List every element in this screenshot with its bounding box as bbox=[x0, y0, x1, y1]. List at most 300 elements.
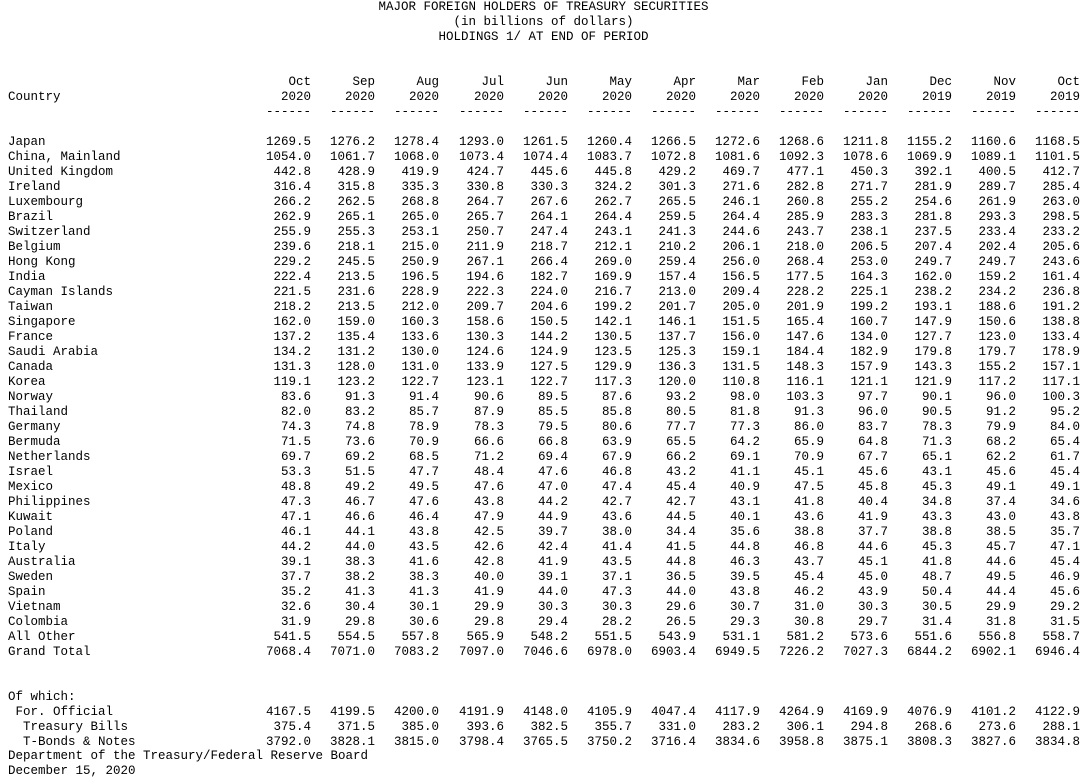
holding-value: 253.1 bbox=[401, 225, 439, 239]
holding-value: 3834.6 bbox=[714, 735, 760, 749]
holding-value: 241.3 bbox=[658, 225, 696, 239]
holding-value: 1061.7 bbox=[329, 150, 375, 164]
holding-value: 268.6 bbox=[914, 720, 952, 734]
holding-value: 29.9 bbox=[473, 600, 504, 614]
holding-value: 573.6 bbox=[850, 630, 888, 644]
holding-value: 193.1 bbox=[914, 300, 952, 314]
column-year: 2020 bbox=[793, 90, 824, 104]
holding-value: 201.9 bbox=[786, 300, 824, 314]
holding-value: 182.7 bbox=[530, 270, 568, 284]
holding-value: 265.5 bbox=[658, 195, 696, 209]
country-name: United Kingdom bbox=[8, 165, 114, 179]
holding-value: 4101.2 bbox=[970, 705, 1016, 719]
holding-value: 264.7 bbox=[466, 195, 504, 209]
row-spacer bbox=[0, 120, 1087, 135]
holding-value: 4122.9 bbox=[1034, 705, 1080, 719]
table-row bbox=[0, 585, 1087, 600]
holding-value: 87.6 bbox=[601, 390, 632, 404]
column-rule: ------ bbox=[522, 105, 568, 119]
table-row bbox=[0, 465, 1087, 480]
holding-value: 45.1 bbox=[857, 555, 888, 569]
holding-value: 211.9 bbox=[466, 240, 504, 254]
holding-value: 3815.0 bbox=[393, 735, 439, 749]
holding-value: 6946.4 bbox=[1034, 645, 1080, 659]
holding-value: 306.1 bbox=[786, 720, 824, 734]
holding-value: 135.4 bbox=[337, 330, 375, 344]
column-month: Mar bbox=[737, 75, 760, 89]
holding-value: 259.5 bbox=[658, 210, 696, 224]
holding-value: 4047.4 bbox=[650, 705, 696, 719]
holding-value: 330.8 bbox=[466, 180, 504, 194]
table-row bbox=[0, 285, 1087, 300]
holding-value: 262.5 bbox=[337, 195, 375, 209]
table-row bbox=[0, 600, 1087, 615]
holding-value: 47.9 bbox=[473, 510, 504, 524]
holding-value: 147.9 bbox=[914, 315, 952, 329]
footer-source: Department of the Treasury/Federal Reserve Board bbox=[8, 749, 369, 763]
holding-value: 91.4 bbox=[408, 390, 439, 404]
of-which-name: For. Official bbox=[8, 705, 114, 719]
holding-value: 45.7 bbox=[985, 540, 1016, 554]
report-title bbox=[0, 0, 1087, 45]
holding-value: 29.3 bbox=[729, 615, 760, 629]
holding-value: 1069.9 bbox=[906, 150, 952, 164]
holding-value: 1072.8 bbox=[650, 150, 696, 164]
header-rule-row bbox=[0, 105, 1087, 120]
holding-value: 41.9 bbox=[537, 555, 568, 569]
country-name: Brazil bbox=[8, 210, 54, 224]
holding-value: 103.3 bbox=[786, 390, 824, 404]
holding-value: 1278.4 bbox=[393, 135, 439, 149]
holding-value: 44.2 bbox=[537, 495, 568, 509]
holding-value: 68.5 bbox=[408, 450, 439, 464]
holding-value: 28.2 bbox=[601, 615, 632, 629]
holding-value: 271.6 bbox=[722, 180, 760, 194]
holding-value: 3716.4 bbox=[650, 735, 696, 749]
holding-value: 30.4 bbox=[344, 600, 375, 614]
holding-value: 412.7 bbox=[1042, 165, 1080, 179]
holding-value: 83.6 bbox=[280, 390, 311, 404]
holding-value: 117.2 bbox=[978, 375, 1016, 389]
holding-value: 301.3 bbox=[658, 180, 696, 194]
holding-value: 225.1 bbox=[850, 285, 888, 299]
column-rule: ------ bbox=[265, 105, 311, 119]
holding-value: 71.2 bbox=[473, 450, 504, 464]
holding-value: 46.1 bbox=[280, 525, 311, 539]
country-name: Singapore bbox=[8, 315, 76, 329]
holding-value: 110.8 bbox=[722, 375, 760, 389]
holding-value: 47.6 bbox=[473, 480, 504, 494]
holding-value: 40.0 bbox=[473, 570, 504, 584]
holding-value: 469.7 bbox=[722, 165, 760, 179]
holding-value: 375.4 bbox=[273, 720, 311, 734]
holding-value: 3834.8 bbox=[1034, 735, 1080, 749]
holding-value: 1074.4 bbox=[522, 150, 568, 164]
holding-value: 29.9 bbox=[985, 600, 1016, 614]
holding-value: 1266.5 bbox=[650, 135, 696, 149]
country-name: France bbox=[8, 330, 54, 344]
holding-value: 541.5 bbox=[273, 630, 311, 644]
holding-value: 45.4 bbox=[1049, 465, 1080, 479]
holding-value: 123.5 bbox=[594, 345, 632, 359]
holding-value: 66.6 bbox=[473, 435, 504, 449]
column-rule: ------ bbox=[586, 105, 632, 119]
holding-value: 40.9 bbox=[729, 480, 760, 494]
holding-value: 29.7 bbox=[857, 615, 888, 629]
holding-value: 243.1 bbox=[594, 225, 632, 239]
holding-value: 445.8 bbox=[594, 165, 632, 179]
holding-value: 162.0 bbox=[914, 270, 952, 284]
holding-value: 169.9 bbox=[594, 270, 632, 284]
holding-value: 51.5 bbox=[344, 465, 375, 479]
holding-value: 120.0 bbox=[658, 375, 696, 389]
holding-value: 130.3 bbox=[466, 330, 504, 344]
country-name: Poland bbox=[8, 525, 54, 539]
column-rule: ------ bbox=[329, 105, 375, 119]
column-year: 2020 bbox=[857, 90, 888, 104]
holding-value: 160.7 bbox=[850, 315, 888, 329]
holding-value: 243.6 bbox=[1042, 255, 1080, 269]
country-name: Mexico bbox=[8, 480, 54, 494]
holding-value: 4076.9 bbox=[906, 705, 952, 719]
holding-value: 46.2 bbox=[793, 585, 824, 599]
holding-value: 44.9 bbox=[537, 510, 568, 524]
holding-value: 262.9 bbox=[273, 210, 311, 224]
holding-value: 64.8 bbox=[857, 435, 888, 449]
holding-value: 91.3 bbox=[344, 390, 375, 404]
holding-value: 46.8 bbox=[793, 540, 824, 554]
holding-value: 46.7 bbox=[344, 495, 375, 509]
holding-value: 557.8 bbox=[401, 630, 439, 644]
table-row bbox=[0, 420, 1087, 435]
holding-value: 237.5 bbox=[914, 225, 952, 239]
holding-value: 67.7 bbox=[857, 450, 888, 464]
holding-value: 3792.0 bbox=[265, 735, 311, 749]
holding-value: 543.9 bbox=[658, 630, 696, 644]
holding-value: 289.7 bbox=[978, 180, 1016, 194]
holding-value: 47.1 bbox=[1049, 540, 1080, 554]
holding-value: 205.6 bbox=[1042, 240, 1080, 254]
holding-value: 182.9 bbox=[850, 345, 888, 359]
holding-value: 43.6 bbox=[601, 510, 632, 524]
holding-value: 82.0 bbox=[280, 405, 311, 419]
holding-value: 4264.9 bbox=[778, 705, 824, 719]
country-name: Taiwan bbox=[8, 300, 54, 314]
holding-value: 212.1 bbox=[594, 240, 632, 254]
holding-value: 3765.5 bbox=[522, 735, 568, 749]
holding-value: 265.0 bbox=[401, 210, 439, 224]
holding-value: 46.9 bbox=[1049, 570, 1080, 584]
holding-value: 263.0 bbox=[1042, 195, 1080, 209]
country-name: Grand Total bbox=[8, 645, 91, 659]
holding-value: 123.2 bbox=[337, 375, 375, 389]
holding-value: 385.0 bbox=[401, 720, 439, 734]
holding-value: 127.5 bbox=[530, 360, 568, 374]
holding-value: 43.1 bbox=[921, 465, 952, 479]
holding-value: 159.0 bbox=[337, 315, 375, 329]
holding-value: 43.5 bbox=[601, 555, 632, 569]
column-rule: ------ bbox=[650, 105, 696, 119]
holding-value: 3827.6 bbox=[970, 735, 1016, 749]
holding-value: 31.8 bbox=[985, 615, 1016, 629]
holding-value: 273.6 bbox=[978, 720, 1016, 734]
holding-value: 268.8 bbox=[401, 195, 439, 209]
holding-value: 249.7 bbox=[914, 255, 952, 269]
holding-value: 147.6 bbox=[786, 330, 824, 344]
table-row bbox=[0, 240, 1087, 255]
holding-value: 261.9 bbox=[978, 195, 1016, 209]
holding-value: 45.1 bbox=[793, 465, 824, 479]
holding-value: 42.6 bbox=[473, 540, 504, 554]
holding-value: 39.7 bbox=[537, 525, 568, 539]
country-name: China, Mainland bbox=[8, 150, 121, 164]
holding-value: 44.2 bbox=[280, 540, 311, 554]
holding-value: 1261.5 bbox=[522, 135, 568, 149]
holding-value: 188.6 bbox=[978, 300, 1016, 314]
holding-value: 133.4 bbox=[1042, 330, 1080, 344]
holding-value: 1054.0 bbox=[265, 150, 311, 164]
holding-value: 38.5 bbox=[985, 525, 1016, 539]
holding-value: 131.0 bbox=[401, 360, 439, 374]
holding-value: 157.9 bbox=[850, 360, 888, 374]
holding-value: 7226.2 bbox=[778, 645, 824, 659]
holding-value: 429.2 bbox=[658, 165, 696, 179]
holding-value: 255.2 bbox=[850, 195, 888, 209]
holding-value: 34.6 bbox=[1049, 495, 1080, 509]
holding-value: 30.8 bbox=[793, 615, 824, 629]
holding-value: 45.0 bbox=[857, 570, 888, 584]
holding-value: 96.0 bbox=[857, 405, 888, 419]
holding-value: 206.5 bbox=[850, 240, 888, 254]
holding-value: 45.6 bbox=[857, 465, 888, 479]
column-rule: ------ bbox=[1034, 105, 1080, 119]
holding-value: 44.5 bbox=[665, 510, 696, 524]
holding-value: 78.9 bbox=[408, 420, 439, 434]
holding-value: 1089.1 bbox=[970, 150, 1016, 164]
holding-value: 30.3 bbox=[601, 600, 632, 614]
holding-value: 6902.1 bbox=[970, 645, 1016, 659]
holding-value: 158.6 bbox=[466, 315, 504, 329]
holding-value: 121.1 bbox=[850, 375, 888, 389]
holding-value: 34.4 bbox=[665, 525, 696, 539]
table-row bbox=[0, 525, 1087, 540]
holding-value: 260.8 bbox=[786, 195, 824, 209]
holding-value: 30.1 bbox=[408, 600, 439, 614]
holding-value: 253.0 bbox=[850, 255, 888, 269]
of-which-table-row bbox=[0, 735, 1087, 750]
holding-value: 335.3 bbox=[401, 180, 439, 194]
holding-value: 288.1 bbox=[1042, 720, 1080, 734]
column-rule: ------ bbox=[906, 105, 952, 119]
holding-value: 283.2 bbox=[722, 720, 760, 734]
holding-value: 133.6 bbox=[401, 330, 439, 344]
holding-value: 80.5 bbox=[665, 405, 696, 419]
holding-value: 38.8 bbox=[793, 525, 824, 539]
holding-value: 30.6 bbox=[408, 615, 439, 629]
holding-value: 41.9 bbox=[473, 585, 504, 599]
holding-value: 4191.9 bbox=[458, 705, 504, 719]
holding-value: 43.8 bbox=[1049, 510, 1080, 524]
holding-value: 267.6 bbox=[530, 195, 568, 209]
holding-value: 66.2 bbox=[665, 450, 696, 464]
country-name: Vietnam bbox=[8, 600, 61, 614]
holding-value: 65.9 bbox=[793, 435, 824, 449]
holding-value: 35.2 bbox=[280, 585, 311, 599]
holding-value: 69.1 bbox=[729, 450, 760, 464]
column-year: 2020 bbox=[473, 90, 504, 104]
holding-value: 245.5 bbox=[337, 255, 375, 269]
holding-value: 30.3 bbox=[857, 600, 888, 614]
holding-value: 46.6 bbox=[344, 510, 375, 524]
holding-value: 146.1 bbox=[658, 315, 696, 329]
holding-value: 233.2 bbox=[1042, 225, 1080, 239]
column-month: Jun bbox=[545, 75, 568, 89]
table-row bbox=[0, 360, 1087, 375]
holding-value: 1272.6 bbox=[714, 135, 760, 149]
holding-value: 199.2 bbox=[594, 300, 632, 314]
holding-value: 265.7 bbox=[466, 210, 504, 224]
holding-value: 47.0 bbox=[537, 480, 568, 494]
holding-value: 49.5 bbox=[408, 480, 439, 494]
holding-value: 131.2 bbox=[337, 345, 375, 359]
holding-value: 424.7 bbox=[466, 165, 504, 179]
holding-value: 130.5 bbox=[594, 330, 632, 344]
table-row bbox=[0, 210, 1087, 225]
holding-value: 238.2 bbox=[914, 285, 952, 299]
table-row bbox=[0, 390, 1087, 405]
holding-value: 477.1 bbox=[786, 165, 824, 179]
holding-value: 371.5 bbox=[337, 720, 375, 734]
holding-value: 177.5 bbox=[786, 270, 824, 284]
holding-value: 86.0 bbox=[793, 420, 824, 434]
holding-value: 90.5 bbox=[921, 405, 952, 419]
holding-value: 281.9 bbox=[914, 180, 952, 194]
holding-value: 40.4 bbox=[857, 495, 888, 509]
holding-value: 206.1 bbox=[722, 240, 760, 254]
holding-value: 159.1 bbox=[722, 345, 760, 359]
holding-value: 137.2 bbox=[273, 330, 311, 344]
holding-value: 41.8 bbox=[921, 555, 952, 569]
holding-value: 78.3 bbox=[473, 420, 504, 434]
holding-value: 63.9 bbox=[601, 435, 632, 449]
holding-value: 199.2 bbox=[850, 300, 888, 314]
holding-value: 269.0 bbox=[594, 255, 632, 269]
holding-value: 254.6 bbox=[914, 195, 952, 209]
country-name: Spain bbox=[8, 585, 46, 599]
holding-value: 165.4 bbox=[786, 315, 824, 329]
holding-value: 1168.5 bbox=[1034, 135, 1080, 149]
holding-value: 6903.4 bbox=[650, 645, 696, 659]
holding-value: 134.2 bbox=[273, 345, 311, 359]
holding-value: 66.8 bbox=[537, 435, 568, 449]
holding-value: 268.4 bbox=[786, 255, 824, 269]
country-name: Colombia bbox=[8, 615, 69, 629]
holding-value: 85.5 bbox=[537, 405, 568, 419]
holding-value: 44.6 bbox=[857, 540, 888, 554]
country-name: Australia bbox=[8, 555, 76, 569]
holding-value: 41.9 bbox=[857, 510, 888, 524]
holding-value: 428.9 bbox=[337, 165, 375, 179]
holding-value: 218.0 bbox=[786, 240, 824, 254]
holding-value: 330.3 bbox=[530, 180, 568, 194]
holding-value: 285.4 bbox=[1042, 180, 1080, 194]
holding-value: 3808.3 bbox=[906, 735, 952, 749]
row-spacer bbox=[0, 675, 1087, 690]
holding-value: 48.8 bbox=[280, 480, 311, 494]
holding-value: 262.7 bbox=[594, 195, 632, 209]
country-name: Belgium bbox=[8, 240, 61, 254]
holding-value: 44.4 bbox=[985, 585, 1016, 599]
column-month: Jul bbox=[481, 75, 504, 89]
country-name: Sweden bbox=[8, 570, 54, 584]
holding-value: 41.4 bbox=[601, 540, 632, 554]
holding-value: 97.7 bbox=[857, 390, 888, 404]
holding-value: 255.9 bbox=[273, 225, 311, 239]
column-month: May bbox=[609, 75, 632, 89]
table-row bbox=[0, 195, 1087, 210]
holding-value: 142.1 bbox=[594, 315, 632, 329]
holding-value: 85.7 bbox=[408, 405, 439, 419]
holding-value: 207.4 bbox=[914, 240, 952, 254]
holding-value: 1073.4 bbox=[458, 150, 504, 164]
column-month: Oct bbox=[1057, 75, 1080, 89]
column-year: 2019 bbox=[985, 90, 1016, 104]
holding-value: 178.9 bbox=[1042, 345, 1080, 359]
holding-value: 244.6 bbox=[722, 225, 760, 239]
column-year: 2020 bbox=[665, 90, 696, 104]
table-row bbox=[0, 615, 1087, 630]
holding-value: 67.9 bbox=[601, 450, 632, 464]
holding-value: 239.6 bbox=[273, 240, 311, 254]
holding-value: 43.8 bbox=[408, 525, 439, 539]
holding-value: 213.5 bbox=[337, 300, 375, 314]
holding-value: 1083.7 bbox=[586, 150, 632, 164]
holding-value: 37.1 bbox=[601, 570, 632, 584]
holding-value: 419.9 bbox=[401, 165, 439, 179]
holding-value: 205.0 bbox=[722, 300, 760, 314]
holding-value: 1101.5 bbox=[1034, 150, 1080, 164]
column-year: 2020 bbox=[601, 90, 632, 104]
holding-value: 83.7 bbox=[857, 420, 888, 434]
holding-value: 42.5 bbox=[473, 525, 504, 539]
holding-value: 130.0 bbox=[401, 345, 439, 359]
holding-value: 228.9 bbox=[401, 285, 439, 299]
holding-value: 213.5 bbox=[337, 270, 375, 284]
holding-value: 4169.9 bbox=[842, 705, 888, 719]
column-month: Aug bbox=[416, 75, 439, 89]
holding-value: 213.0 bbox=[658, 285, 696, 299]
holding-value: 39.1 bbox=[537, 570, 568, 584]
holding-value: 30.3 bbox=[537, 600, 568, 614]
holding-value: 30.5 bbox=[921, 600, 952, 614]
holding-value: 238.1 bbox=[850, 225, 888, 239]
column-year: 2020 bbox=[408, 90, 439, 104]
of-which-table-row bbox=[0, 720, 1087, 735]
holding-value: 47.3 bbox=[601, 585, 632, 599]
of-which-row bbox=[0, 690, 1087, 705]
table-row bbox=[0, 540, 1087, 555]
country-name: Saudi Arabia bbox=[8, 345, 99, 359]
holding-value: 204.6 bbox=[530, 300, 568, 314]
holding-value: 155.2 bbox=[978, 360, 1016, 374]
holding-value: 35.7 bbox=[1049, 525, 1080, 539]
holding-value: 31.4 bbox=[921, 615, 952, 629]
holding-value: 157.1 bbox=[1042, 360, 1080, 374]
holding-value: 247.4 bbox=[530, 225, 568, 239]
holding-value: 267.1 bbox=[466, 255, 504, 269]
table-row bbox=[0, 630, 1087, 645]
holding-value: 49.5 bbox=[985, 570, 1016, 584]
